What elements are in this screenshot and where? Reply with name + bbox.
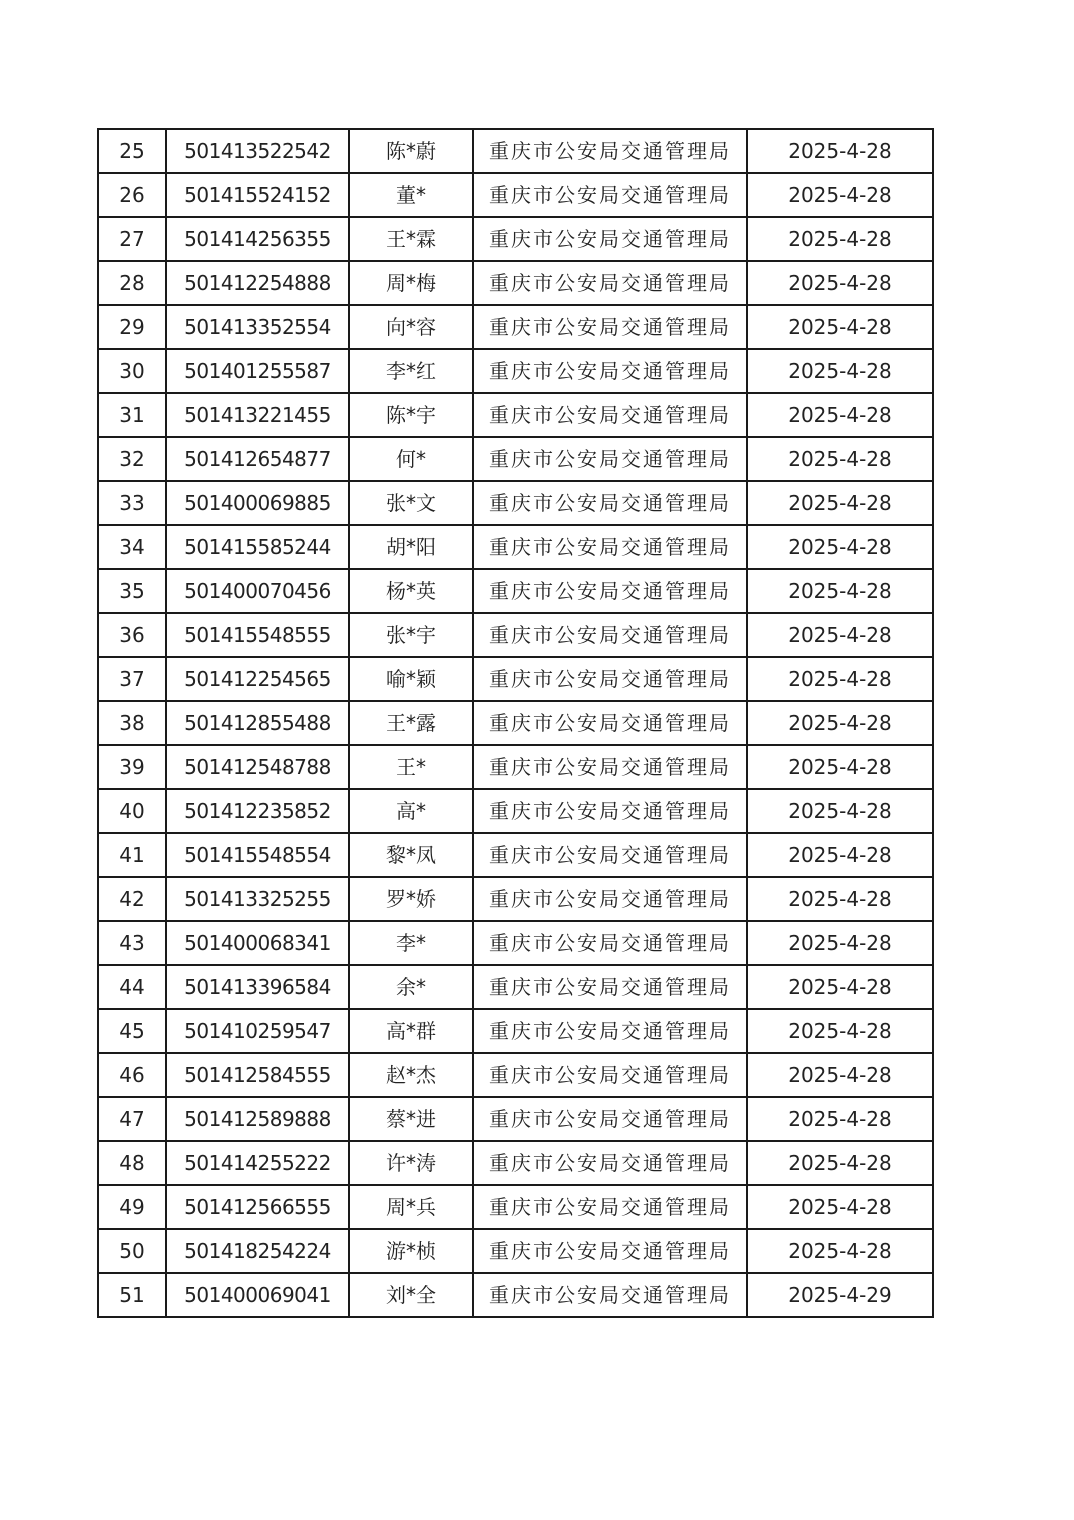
- person-name-cell: 游*桢: [349, 1229, 473, 1273]
- person-name-cell: 刘*全: [349, 1273, 473, 1317]
- organization-cell: 重庆市公安局交通管理局: [473, 525, 747, 569]
- date-cell: 2025-4-28: [747, 613, 933, 657]
- record-id-cell: 501415548554: [166, 833, 349, 877]
- record-id-cell: 501415524152: [166, 173, 349, 217]
- row-number-cell: 48: [98, 1141, 166, 1185]
- organization-cell: 重庆市公安局交通管理局: [473, 789, 747, 833]
- person-name-cell: 蔡*进: [349, 1097, 473, 1141]
- date-cell: 2025-4-28: [747, 525, 933, 569]
- row-number-cell: 50: [98, 1229, 166, 1273]
- date-cell: 2025-4-28: [747, 745, 933, 789]
- record-id-cell: 501410259547: [166, 1009, 349, 1053]
- row-number-cell: 36: [98, 613, 166, 657]
- table-row: [98, 613, 933, 657]
- date-cell: 2025-4-28: [747, 569, 933, 613]
- record-id-cell: 501412254565: [166, 657, 349, 701]
- person-name-cell: 王*: [349, 745, 473, 789]
- person-name-cell: 王*露: [349, 701, 473, 745]
- table-row: [98, 129, 933, 173]
- person-name-cell: 周*梅: [349, 261, 473, 305]
- person-name-cell: 张*宇: [349, 613, 473, 657]
- row-number-cell: 30: [98, 349, 166, 393]
- organization-cell: 重庆市公安局交通管理局: [473, 1053, 747, 1097]
- table-row: [98, 305, 933, 349]
- record-id-cell: 501418254224: [166, 1229, 349, 1273]
- person-name-cell: 罗*娇: [349, 877, 473, 921]
- row-number-cell: 44: [98, 965, 166, 1009]
- date-cell: 2025-4-28: [747, 921, 933, 965]
- organization-cell: 重庆市公安局交通管理局: [473, 1185, 747, 1229]
- record-id-cell: 501413396584: [166, 965, 349, 1009]
- date-cell: 2025-4-28: [747, 1185, 933, 1229]
- organization-cell: 重庆市公安局交通管理局: [473, 1097, 747, 1141]
- date-cell: 2025-4-28: [747, 789, 933, 833]
- person-name-cell: 赵*杰: [349, 1053, 473, 1097]
- record-id-cell: 501400069885: [166, 481, 349, 525]
- person-name-cell: 陈*宇: [349, 393, 473, 437]
- date-cell: 2025-4-28: [747, 701, 933, 745]
- date-cell: 2025-4-28: [747, 1141, 933, 1185]
- organization-cell: 重庆市公安局交通管理局: [473, 745, 747, 789]
- record-id-cell: 501412548788: [166, 745, 349, 789]
- date-cell: 2025-4-28: [747, 481, 933, 525]
- organization-cell: 重庆市公安局交通管理局: [473, 349, 747, 393]
- organization-cell: 重庆市公安局交通管理局: [473, 1273, 747, 1317]
- organization-cell: 重庆市公安局交通管理局: [473, 305, 747, 349]
- table-row: [98, 393, 933, 437]
- organization-cell: 重庆市公安局交通管理局: [473, 833, 747, 877]
- person-name-cell: 李*: [349, 921, 473, 965]
- person-name-cell: 喻*颖: [349, 657, 473, 701]
- organization-cell: 重庆市公安局交通管理局: [473, 921, 747, 965]
- row-number-cell: 26: [98, 173, 166, 217]
- person-name-cell: 王*霖: [349, 217, 473, 261]
- row-number-cell: 32: [98, 437, 166, 481]
- person-name-cell: 高*: [349, 789, 473, 833]
- person-name-cell: 余*: [349, 965, 473, 1009]
- table-row: [98, 525, 933, 569]
- date-cell: 2025-4-28: [747, 877, 933, 921]
- date-cell: 2025-4-28: [747, 393, 933, 437]
- record-id-cell: 501413221455: [166, 393, 349, 437]
- table-row: [98, 217, 933, 261]
- person-name-cell: 李*红: [349, 349, 473, 393]
- table-row: [98, 965, 933, 1009]
- row-number-cell: 45: [98, 1009, 166, 1053]
- organization-cell: 重庆市公安局交通管理局: [473, 1009, 747, 1053]
- date-cell: 2025-4-28: [747, 217, 933, 261]
- record-id-cell: 501412584555: [166, 1053, 349, 1097]
- person-name-cell: 董*: [349, 173, 473, 217]
- date-cell: 2025-4-28: [747, 1053, 933, 1097]
- table-row: [98, 833, 933, 877]
- table-row: [98, 1009, 933, 1053]
- organization-cell: 重庆市公安局交通管理局: [473, 877, 747, 921]
- table-row: [98, 1097, 933, 1141]
- person-name-cell: 向*容: [349, 305, 473, 349]
- row-number-cell: 43: [98, 921, 166, 965]
- organization-cell: 重庆市公安局交通管理局: [473, 965, 747, 1009]
- organization-cell: 重庆市公安局交通管理局: [473, 261, 747, 305]
- organization-cell: 重庆市公安局交通管理局: [473, 217, 747, 261]
- records-table-body: [98, 129, 933, 1317]
- row-number-cell: 51: [98, 1273, 166, 1317]
- record-id-cell: 501412235852: [166, 789, 349, 833]
- date-cell: 2025-4-28: [747, 349, 933, 393]
- date-cell: 2025-4-28: [747, 833, 933, 877]
- table-row: [98, 1185, 933, 1229]
- organization-cell: 重庆市公安局交通管理局: [473, 173, 747, 217]
- date-cell: 2025-4-28: [747, 1009, 933, 1053]
- organization-cell: 重庆市公安局交通管理局: [473, 657, 747, 701]
- table-row: [98, 789, 933, 833]
- row-number-cell: 34: [98, 525, 166, 569]
- organization-cell: 重庆市公安局交通管理局: [473, 1141, 747, 1185]
- record-id-cell: 501415585244: [166, 525, 349, 569]
- person-name-cell: 周*兵: [349, 1185, 473, 1229]
- record-id-cell: 501400069041: [166, 1273, 349, 1317]
- organization-cell: 重庆市公安局交通管理局: [473, 437, 747, 481]
- record-id-cell: 501414255222: [166, 1141, 349, 1185]
- record-id-cell: 501414256355: [166, 217, 349, 261]
- table-row: [98, 1273, 933, 1317]
- record-id-cell: 501412566555: [166, 1185, 349, 1229]
- records-table: [97, 128, 934, 1318]
- record-id-cell: 501413325255: [166, 877, 349, 921]
- table-row: [98, 877, 933, 921]
- table-row: [98, 481, 933, 525]
- person-name-cell: 黎*凤: [349, 833, 473, 877]
- record-id-cell: 501412855488: [166, 701, 349, 745]
- row-number-cell: 29: [98, 305, 166, 349]
- date-cell: 2025-4-28: [747, 965, 933, 1009]
- date-cell: 2025-4-28: [747, 261, 933, 305]
- organization-cell: 重庆市公安局交通管理局: [473, 701, 747, 745]
- row-number-cell: 47: [98, 1097, 166, 1141]
- row-number-cell: 25: [98, 129, 166, 173]
- row-number-cell: 38: [98, 701, 166, 745]
- date-cell: 2025-4-28: [747, 129, 933, 173]
- row-number-cell: 27: [98, 217, 166, 261]
- date-cell: 2025-4-28: [747, 305, 933, 349]
- date-cell: 2025-4-28: [747, 657, 933, 701]
- record-id-cell: 501400068341: [166, 921, 349, 965]
- date-cell: 2025-4-28: [747, 173, 933, 217]
- table-row: [98, 261, 933, 305]
- date-cell: 2025-4-28: [747, 437, 933, 481]
- table-row: [98, 349, 933, 393]
- record-id-cell: 501412654877: [166, 437, 349, 481]
- organization-cell: 重庆市公安局交通管理局: [473, 613, 747, 657]
- organization-cell: 重庆市公安局交通管理局: [473, 393, 747, 437]
- record-id-cell: 501412254888: [166, 261, 349, 305]
- record-id-cell: 501401255587: [166, 349, 349, 393]
- table-row: [98, 1053, 933, 1097]
- person-name-cell: 高*群: [349, 1009, 473, 1053]
- date-cell: 2025-4-28: [747, 1097, 933, 1141]
- table-row: [98, 921, 933, 965]
- organization-cell: 重庆市公安局交通管理局: [473, 569, 747, 613]
- row-number-cell: 41: [98, 833, 166, 877]
- record-id-cell: 501413522542: [166, 129, 349, 173]
- table-row: [98, 701, 933, 745]
- table-row: [98, 569, 933, 613]
- row-number-cell: 28: [98, 261, 166, 305]
- organization-cell: 重庆市公安局交通管理局: [473, 481, 747, 525]
- row-number-cell: 40: [98, 789, 166, 833]
- table-row: [98, 1141, 933, 1185]
- record-id-cell: 501413352554: [166, 305, 349, 349]
- person-name-cell: 胡*阳: [349, 525, 473, 569]
- person-name-cell: 张*文: [349, 481, 473, 525]
- table-row: [98, 1229, 933, 1273]
- record-id-cell: 501415548555: [166, 613, 349, 657]
- row-number-cell: 35: [98, 569, 166, 613]
- record-id-cell: 501412589888: [166, 1097, 349, 1141]
- table-row: [98, 173, 933, 217]
- table-row: [98, 437, 933, 481]
- table-row: [98, 745, 933, 789]
- person-name-cell: 何*: [349, 437, 473, 481]
- row-number-cell: 39: [98, 745, 166, 789]
- person-name-cell: 许*涛: [349, 1141, 473, 1185]
- row-number-cell: 33: [98, 481, 166, 525]
- table-row: [98, 657, 933, 701]
- organization-cell: 重庆市公安局交通管理局: [473, 1229, 747, 1273]
- person-name-cell: 杨*英: [349, 569, 473, 613]
- row-number-cell: 49: [98, 1185, 166, 1229]
- row-number-cell: 42: [98, 877, 166, 921]
- record-id-cell: 501400070456: [166, 569, 349, 613]
- person-name-cell: 陈*蔚: [349, 129, 473, 173]
- organization-cell: 重庆市公安局交通管理局: [473, 129, 747, 173]
- row-number-cell: 37: [98, 657, 166, 701]
- date-cell: 2025-4-29: [747, 1273, 933, 1317]
- row-number-cell: 46: [98, 1053, 166, 1097]
- row-number-cell: 31: [98, 393, 166, 437]
- date-cell: 2025-4-28: [747, 1229, 933, 1273]
